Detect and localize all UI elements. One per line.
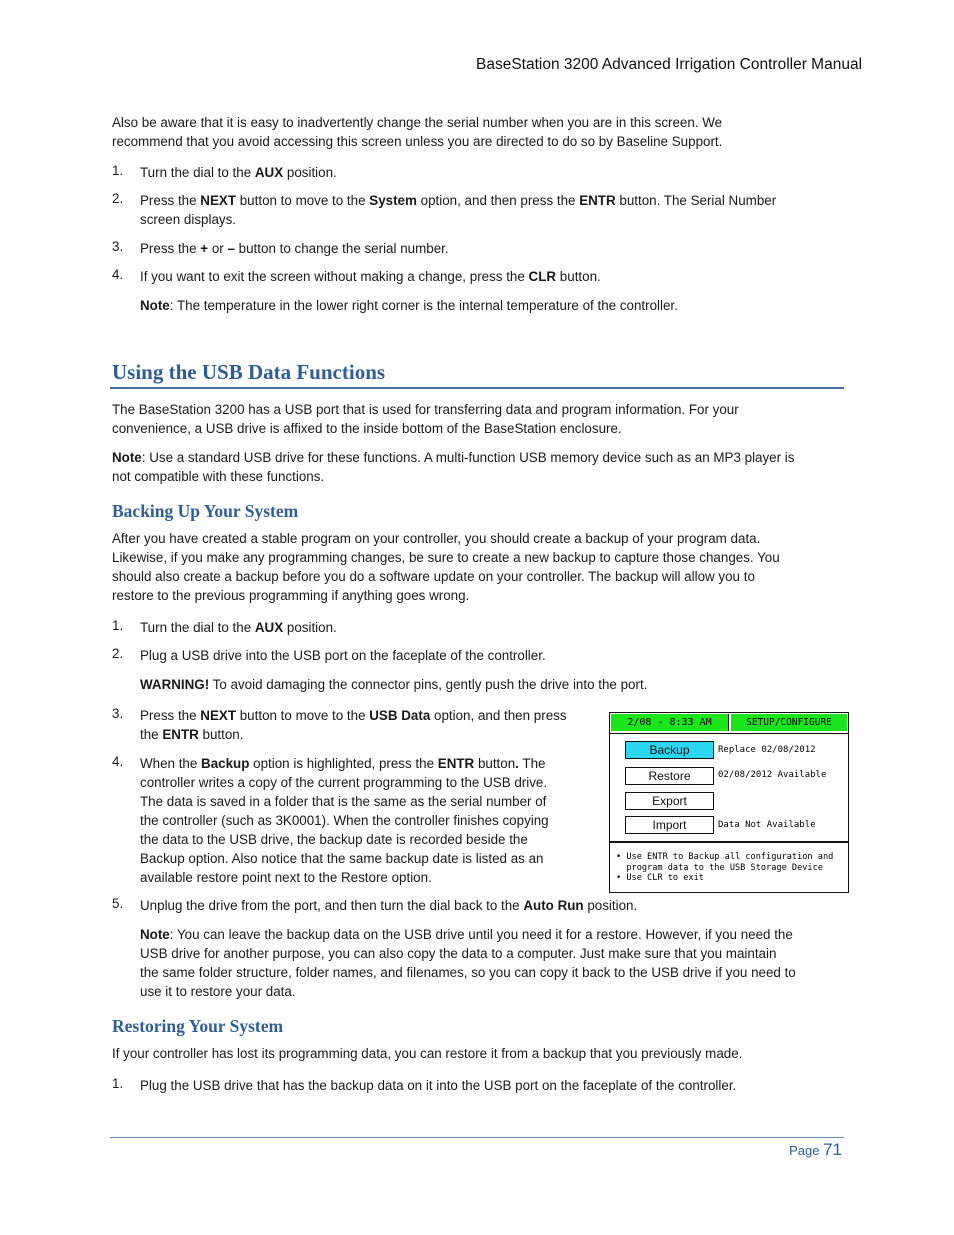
running-header: BaseStation 3200 Advanced Irrigation Controller Manual [476, 56, 863, 73]
intro-note: Note: The temperature in the lower right corner is the internal temperature of the controller. [140, 298, 678, 313]
controller-screen [609, 712, 849, 893]
backup-step-2: Plug a USB drive into the USB port on the faceplate of the controller. [140, 648, 546, 663]
intro-step-1: Turn the dial to the AUX position. [140, 165, 337, 180]
step-number: 5. [112, 896, 124, 911]
restore-paragraph: If your controller has lost its programming data, you can restore it from a backup that you previously made. [112, 1046, 743, 1061]
screen-time: 2/08 - 8:33 AM [611, 714, 729, 731]
step-number: 3. [112, 706, 124, 721]
backup-step-5: Unplug the drive from the port, and then turn the dial back to the Auto Run position. [140, 898, 638, 913]
intro-step-2: Press the NEXT button to move to the System option, and then press the ENTR button. The Serial Number screen displays. [140, 193, 777, 227]
step-number: 2. [112, 191, 124, 206]
subsection-title-backup: Backing Up Your System [112, 501, 299, 521]
backup-step-3: Press the NEXT button to move to the USB Data option, and then press the ENTR button. [140, 708, 567, 742]
page-number: Page 71 [789, 1140, 842, 1159]
restore-step-1: Plug the USB drive that has the backup data on it into the USB port on the faceplate of the controller. [140, 1078, 737, 1093]
section-title: Using the USB Data Functions [112, 360, 386, 384]
restore-info: 02/08/2012 Available [718, 770, 827, 780]
footer-rule [110, 1137, 844, 1138]
step-number: 3. [112, 239, 124, 254]
step-number: 4. [112, 267, 124, 282]
section-rule [110, 387, 844, 389]
subsection-title-restore: Restoring Your System [112, 1016, 284, 1036]
step-number: 1. [112, 618, 124, 633]
backup-note: Note: You can leave the backup data on the USB drive until you need it for a restore. However, if you need the USB drive for another purpose, you can also copy the data to a computer. Just make sure that you maintain the same folder structure, folder names, and filenames, so you can copy it back to the USB drive if you need to use it to restore your data. [140, 927, 796, 999]
backup-step-1: Turn the dial to the AUX position. [140, 620, 337, 635]
backup-warning: WARNING! To avoid damaging the connector pins, gently push the drive into the port. [140, 677, 648, 692]
intro-step-4: If you want to exit the screen without making a change, press the CLR button. [140, 269, 601, 284]
screen-header [610, 713, 848, 734]
step-number: 1. [112, 163, 124, 178]
backup-step-4: When the Backup option is highlighted, press the ENTR button. The controller writes a copy of the current programming to the USB drive. The data is saved in a folder that is the same as the serial number of the controller (such as 3K0001). When the controller finishes copying the data to the USB drive, the backup date is recorded beside the Backup option. Also notice that the same backup date is listed as an available restore point next to the Restore option. [140, 756, 549, 885]
intro-paragraph: Also be aware that it is easy to inadvertently change the serial number when you are in this screen. We recommend that you avoid accessing this screen unless you are directed to do so by Baseline Support. [112, 115, 723, 149]
usb-note: Note: Use a standard USB drive for these functions. A multi-function USB memory device such as an MP3 player is not compatible with these functions. [112, 450, 795, 484]
backup-paragraph: After you have created a stable program on your controller, you should create a backup of your program data. Likewise, if you make any programming changes, be sure to create a new backup to capture those changes. You should also create a backup before you do a software update on your controller. The backup will allow you to restore to the previous programming if anything goes wrong. [112, 531, 780, 603]
usb-intro-paragraph: The BaseStation 3200 has a USB port that is used for transferring data and program information. For your convenience, a USB drive is affixed to the inside bottom of the BaseStation enclosure. [112, 402, 739, 436]
step-number: 2. [112, 646, 124, 661]
import-option-button[interactable]: Import [625, 816, 714, 834]
restore-option-button[interactable]: Restore [625, 767, 714, 785]
backup-info: Replace 02/08/2012 [718, 745, 816, 755]
import-info: Data Not Available [718, 820, 816, 830]
step-number: 4. [112, 754, 124, 769]
intro-step-3: Press the + or – button to change the serial number. [140, 241, 449, 256]
screen-help-text: • Use ENTR to Backup all configuration and program data to the USB Storage Device • Use CLR to exit [616, 852, 834, 883]
screen-mode: SETUP/CONFIGURE [731, 714, 847, 731]
step-number: 1. [112, 1076, 124, 1091]
screen-divider [610, 841, 848, 843]
backup-option-button[interactable]: Backup [625, 741, 714, 759]
export-option-button[interactable]: Export [625, 792, 714, 810]
